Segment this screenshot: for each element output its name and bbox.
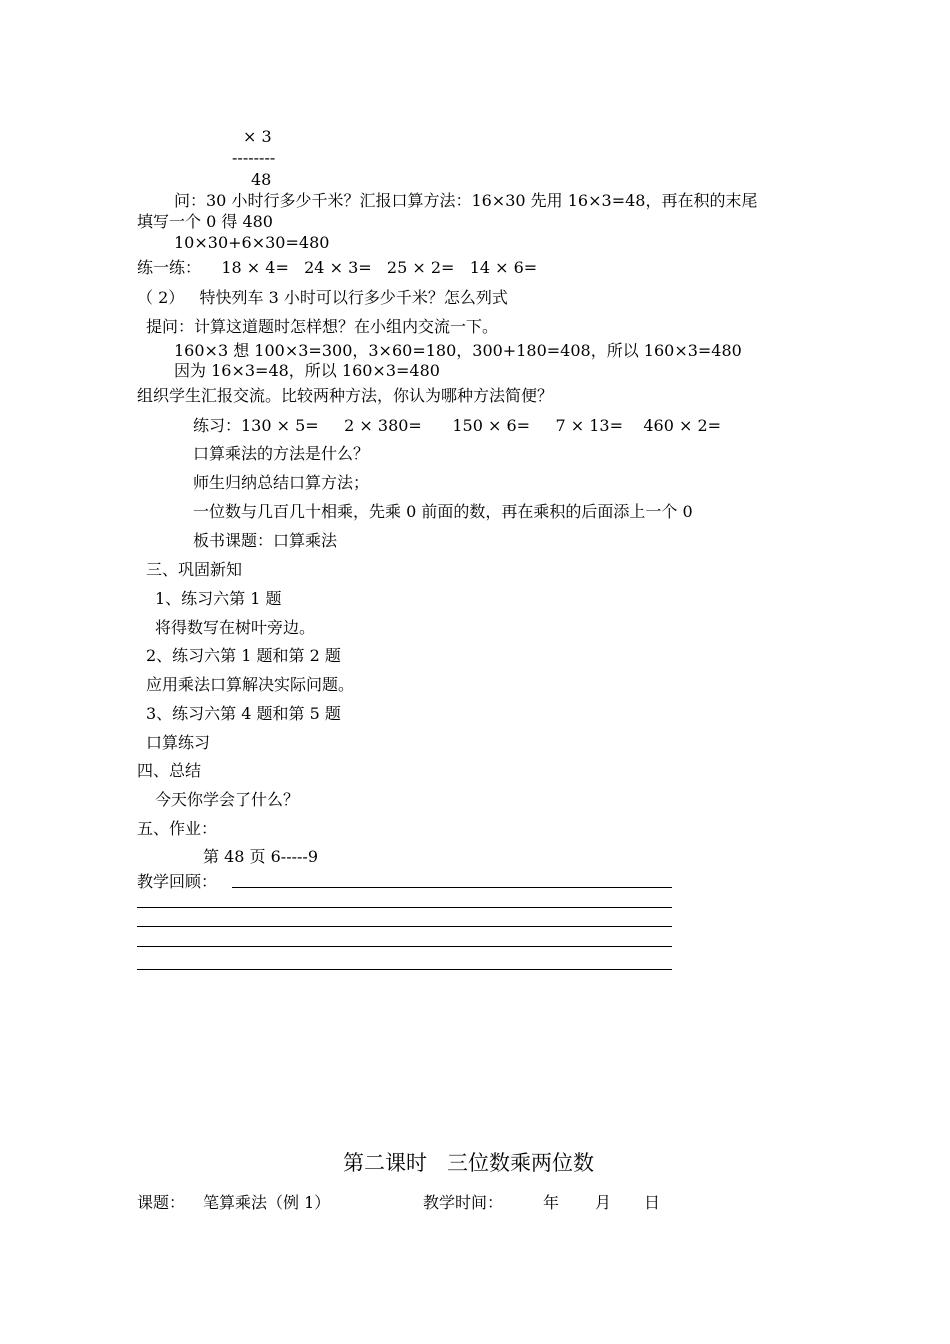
ask-line: 提问：计算这道题时怎样想？在小组内交流一下。 [146,317,499,336]
part-2-question: （ 2） 特快列车 3 小时可以行多少千米？怎么列式 [137,288,508,307]
section-4-question: 今天你学会了什么？ [155,790,300,809]
question-30-hours-cont: 填写一个 0 得 480 [137,212,273,231]
review-line [137,926,672,927]
calc-multiplier: × 3 [243,127,272,146]
exercise-2: 2、练习六第 1 题和第 2 题 [146,646,341,665]
month-label: 月 [595,1193,612,1212]
topic-label: 课题： [137,1193,186,1212]
section-5-heading: 五、作业： [137,819,218,838]
calc-bar: -------- [232,148,276,167]
method-2: 因为 16×3=48，所以 160×3=480 [174,361,440,380]
exercise-1-note: 将得数写在树叶旁边。 [155,618,316,637]
section-4-heading: 四、总结 [137,761,202,780]
year-label: 年 [543,1193,560,1212]
topic-value: 笔算乘法（例 1） [203,1193,331,1212]
review-label: 教学回顾： [137,872,218,891]
practice-line-1: 练一练： 18 × 4= 24 × 3= 25 × 2= 14 × 6= [137,258,538,277]
compare-line: 组织学生汇报交流。比较两种方法，你认为哪种方法简便？ [137,386,554,405]
practice-line-2: 练习：130 × 5= 2 × 380= 150 × 6= 7 × 13= 460 × 2= [193,416,722,435]
teaching-time-label: 教学时间： [423,1193,504,1212]
multiplication-rule: 一位数与几百几十相乘，先乘 0 前面的数，再在乘积的后面添上一个 0 [193,502,693,521]
exercise-1: 1、练习六第 1 题 [155,589,282,608]
exercise-3: 3、练习六第 4 题和第 5 题 [146,704,341,723]
homework: 第 48 页 6-----9 [203,847,319,866]
review-line [232,887,672,888]
section-3-heading: 三、巩固新知 [146,560,243,579]
review-line [137,969,672,970]
calc-product: 48 [251,170,272,189]
day-label: 日 [644,1193,661,1212]
board-title: 板书课题：口算乘法 [193,531,338,550]
exercise-3-note: 口算练习 [146,733,211,752]
exercise-2-note: 应用乘法口算解决实际问题。 [146,675,355,694]
method-question: 口算乘法的方法是什么？ [193,444,370,463]
method-1: 160×3 想 100×3=300，3×60=180，300+180=408，所以 160×3=480 [174,341,742,360]
summary-prompt: 师生归纳总结口算方法； [193,473,370,492]
question-30-hours: 问：30 小时行多少千米？汇报口算方法：16×30 先用 16×3=48，再在积的末尾 [174,191,758,210]
review-line [137,946,672,947]
lesson-title: 第二课时 三位数乘两位数 [343,1151,595,1175]
review-line [137,907,672,908]
alternate-method: 10×30+6×30=480 [174,233,330,252]
